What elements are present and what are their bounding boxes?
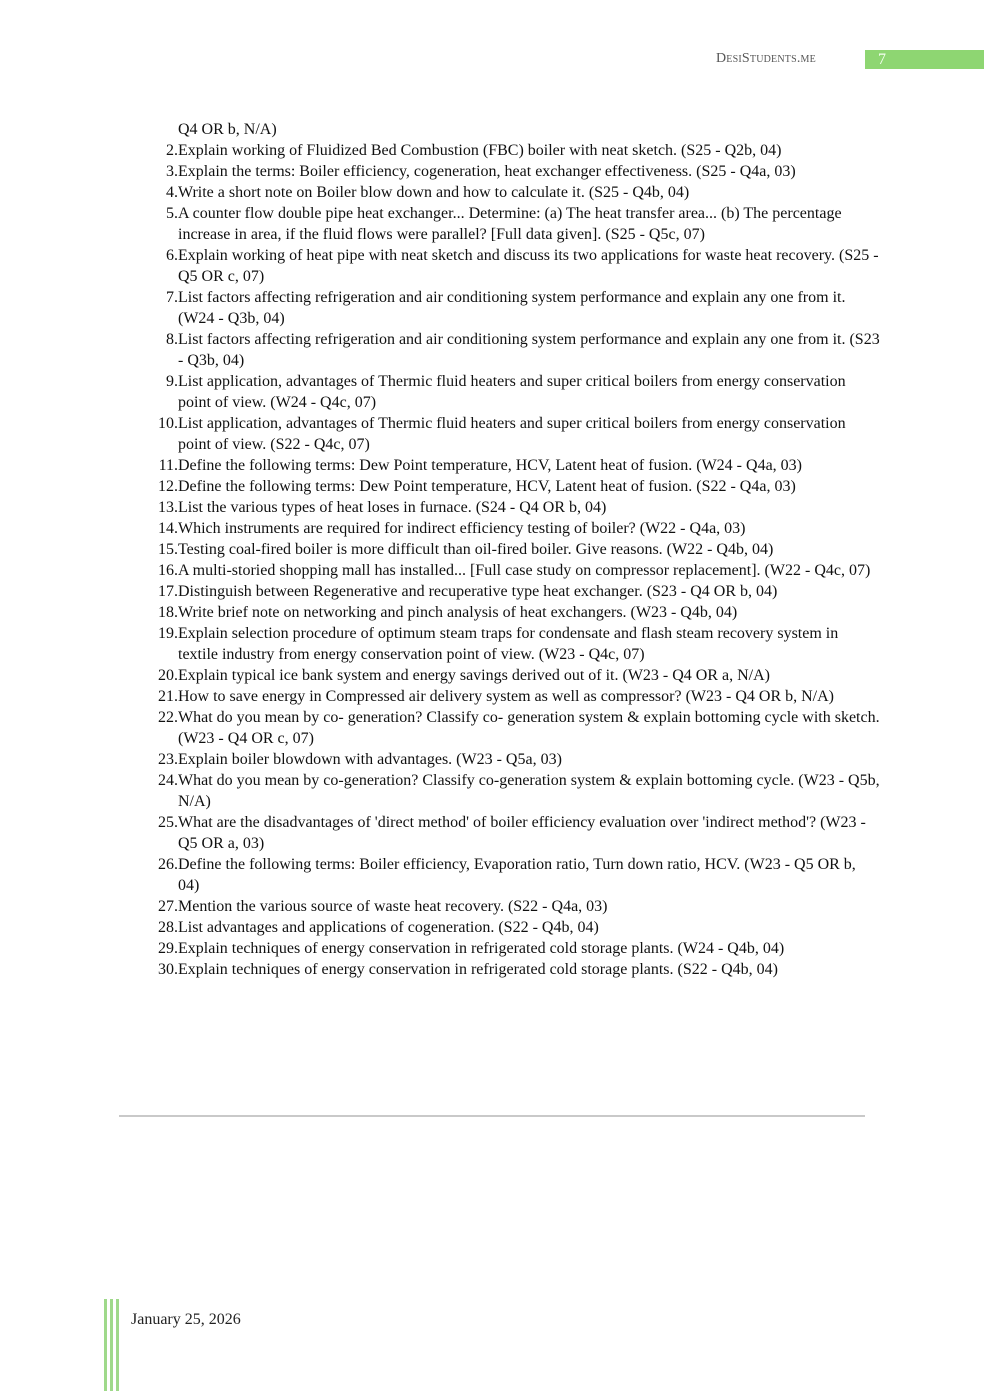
question-number: 5. [166, 205, 178, 222]
question-text: A counter flow double pipe heat exchanger... Determine: (a) The heat transfer area... (b) The percentage increase in area, if the fluid flows were parallel? [Full data given]. (S25 - Q5c, 07) [178, 205, 842, 243]
page-number-badge: 7 [865, 50, 984, 69]
continued-text: Q4 OR b, N/A) [178, 121, 277, 138]
question-number: 7. [166, 289, 178, 306]
question-number: 9. [166, 373, 178, 390]
question-number: 3. [166, 163, 178, 180]
question-text: Explain working of heat pipe with neat sketch and discuss its two applications for waste heat recovery. (S25 - Q5 OR c, 07) [178, 247, 879, 285]
question-text: Explain techniques of energy conservation in refrigerated cold storage plants. (W24 - Q4b, 04) [178, 940, 785, 957]
site-name: DesiStudents.me [716, 51, 816, 66]
question-list [140, 119, 880, 980]
list-item [140, 560, 880, 581]
list-item [140, 329, 880, 371]
question-number: 25. [158, 814, 178, 831]
question-number: 30. [158, 961, 178, 978]
list-item [140, 623, 880, 665]
question-number: 14. [158, 520, 178, 537]
question-number: 2. [166, 142, 178, 159]
question-text: What are the disadvantages of 'direct method' of boiler efficiency evaluation over 'indirect method'? (W23 - Q5 OR a, 03) [178, 814, 866, 852]
question-number: 22. [158, 709, 178, 726]
question-text: What do you mean by co- generation? Classify co- generation system & explain bottoming cycle with sketch. (W23 - Q4 OR c, 07) [178, 709, 880, 747]
question-number: 27. [158, 898, 178, 915]
question-text: List advantages and applications of cogeneration. (S22 - Q4b, 04) [178, 919, 599, 936]
list-item [140, 497, 880, 518]
list-item [140, 476, 880, 497]
question-number: 4. [166, 184, 178, 201]
question-text: Write brief note on networking and pinch analysis of heat exchangers. (W23 - Q4b, 04) [178, 604, 738, 621]
list-item [140, 140, 880, 161]
list-item [140, 854, 880, 896]
question-number: 15. [158, 541, 178, 558]
question-text: Define the following terms: Boiler efficiency, Evaporation ratio, Turn down ratio, HCV. (W23 - Q5 OR b, 04) [178, 856, 856, 894]
question-number: 13. [158, 499, 178, 516]
list-item [140, 686, 880, 707]
question-text: List factors affecting refrigeration and air conditioning system performance and explain any one from it. (W24 - Q3b, 04) [178, 289, 846, 327]
question-text: How to save energy in Compressed air delivery system as well as compressor? (W23 - Q4 OR b, N/A) [178, 688, 834, 705]
list-item [140, 161, 880, 182]
question-text: Distinguish between Regenerative and recuperative type heat exchanger. (S23 - Q4 OR b, 04) [178, 583, 778, 600]
list-item [140, 539, 880, 560]
question-text: List the various types of heat loses in furnace. (S24 - Q4 OR b, 04) [178, 499, 607, 516]
question-text: A multi-storied shopping mall has installed... [Full case study on compressor replacement]. (W22 - Q4c, 07) [178, 562, 871, 579]
list-item [140, 917, 880, 938]
question-number: 24. [158, 772, 178, 789]
list-item [140, 707, 880, 749]
list-item [140, 896, 880, 917]
question-text: List factors affecting refrigeration and air conditioning system performance and explain any one from it. (S23 - Q3b, 04) [178, 331, 880, 369]
footer-bar [116, 1299, 119, 1391]
question-number: 28. [158, 919, 178, 936]
list-item [140, 602, 880, 623]
question-text: Explain typical ice bank system and energy savings derived out of it. (W23 - Q4 OR a, N/A) [178, 667, 771, 684]
list-item [140, 665, 880, 686]
question-number: 6. [166, 247, 178, 264]
question-text: Testing coal-fired boiler is more difficult than oil-fired boiler. Give reasons. (W22 - Q4b, 04) [178, 541, 774, 558]
footer-bar [104, 1299, 107, 1391]
question-number: 20. [158, 667, 178, 684]
list-item [140, 371, 880, 413]
list-item [140, 203, 880, 245]
list-item [140, 287, 880, 329]
question-number: 21. [158, 688, 178, 705]
question-text: Write a short note on Boiler blow down and how to calculate it. (S25 - Q4b, 04) [178, 184, 690, 201]
question-number: 18. [158, 604, 178, 621]
question-text: Define the following terms: Dew Point temperature, HCV, Latent heat of fusion. (W24 - Q4a, 03) [178, 457, 802, 474]
question-number: 8. [166, 331, 178, 348]
list-item [140, 245, 880, 287]
question-text: Explain boiler blowdown with advantages. (W23 - Q5a, 03) [178, 751, 562, 768]
list-item [140, 413, 880, 455]
list-item [140, 455, 880, 476]
footer-bar [110, 1299, 113, 1391]
question-number: 19. [158, 625, 178, 642]
question-number: 26. [158, 856, 178, 873]
list-item [140, 518, 880, 539]
question-text: List application, advantages of Thermic fluid heaters and super critical boilers from energy conservation point of view. (S22 - Q4c, 07) [178, 415, 846, 453]
content-divider [119, 1115, 865, 1117]
question-text: Explain selection procedure of optimum steam traps for condensate and flash steam recovery system in textile industry from energy conservation point of view. (W23 - Q4c, 07) [178, 625, 839, 663]
list-item [140, 581, 880, 602]
list-item [140, 749, 880, 770]
question-number: 17. [158, 583, 178, 600]
question-text: Which instruments are required for indirect efficiency testing of boiler? (W22 - Q4a, 03) [178, 520, 746, 537]
question-text: Explain the terms: Boiler efficiency, cogeneration, heat exchanger effectiveness. (S25 - Q4a, 03) [178, 163, 796, 180]
question-text: Mention the various source of waste heat recovery. (S22 - Q4a, 03) [178, 898, 608, 915]
list-item [140, 770, 880, 812]
question-number: 10. [158, 415, 178, 432]
question-number: 23. [158, 751, 178, 768]
question-number: 29. [158, 940, 178, 957]
list-item [140, 812, 880, 854]
list-item [140, 959, 880, 980]
question-number: 11. [158, 457, 178, 474]
question-text: Define the following terms: Dew Point temperature, HCV, Latent heat of fusion. (S22 - Q4a, 03) [178, 478, 796, 495]
list-item [140, 182, 880, 203]
question-text: Explain working of Fluidized Bed Combustion (FBC) boiler with neat sketch. (S25 - Q2b, 04) [178, 142, 782, 159]
question-number: 12. [158, 478, 178, 495]
list-item [140, 938, 880, 959]
question-text: What do you mean by co-generation? Classify co-generation system & explain bottoming cycle. (W23 - Q5b, N/A) [178, 772, 880, 810]
question-text: Explain techniques of energy conservation in refrigerated cold storage plants. (S22 - Q4b, 04) [178, 961, 778, 978]
question-text: List application, advantages of Thermic fluid heaters and super critical boilers from energy conservation point of view. (W24 - Q4c, 07) [178, 373, 846, 411]
question-number: 16. [158, 562, 178, 579]
footer-date: January 25, 2026 [131, 1311, 241, 1328]
footer-decoration-bars [104, 1299, 120, 1391]
